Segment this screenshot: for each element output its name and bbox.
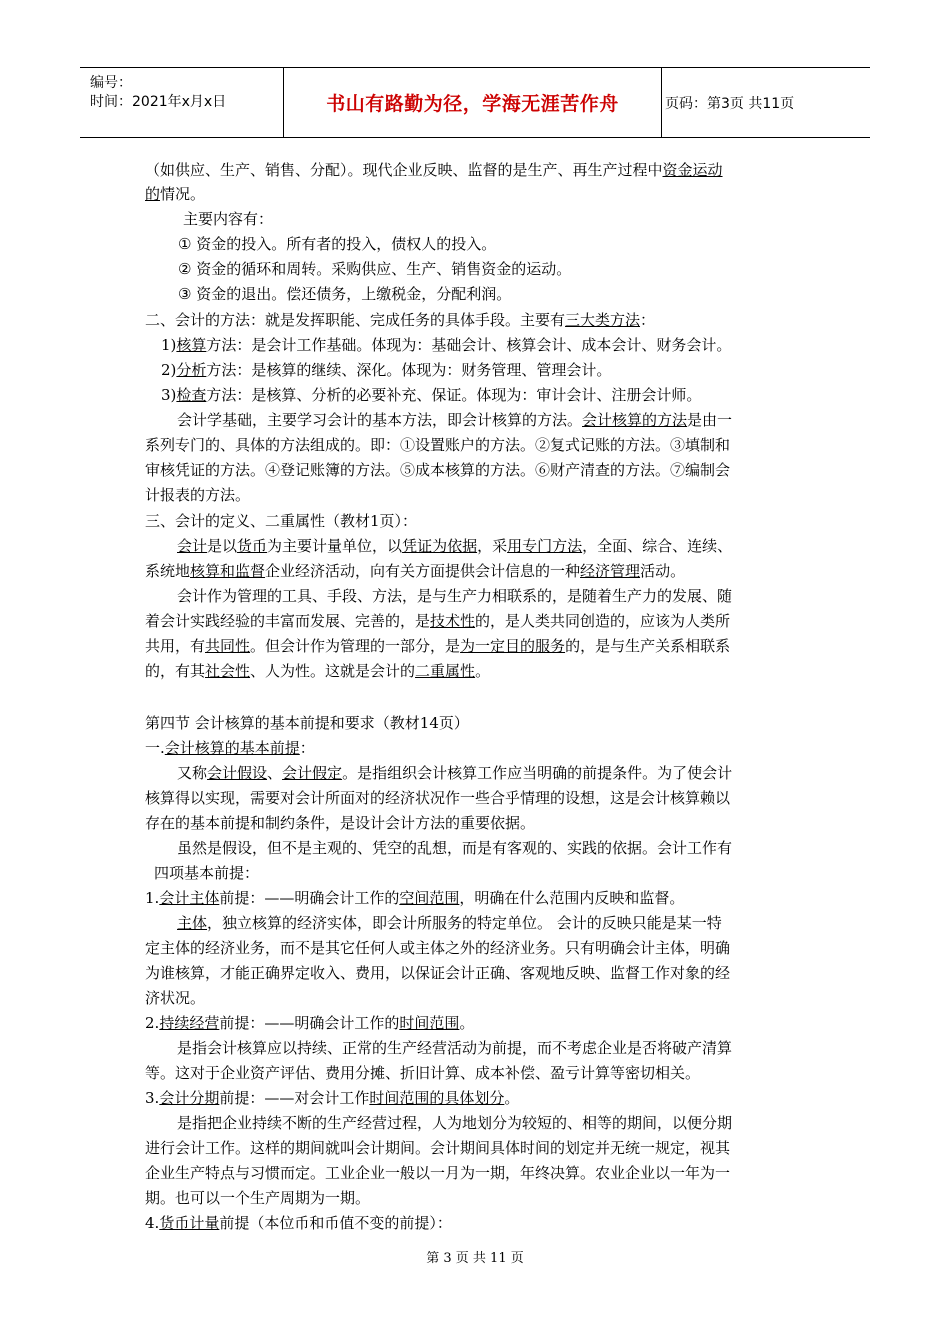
underlined-term: 凭证为依据: [402, 537, 478, 555]
text-run: 着会计实践经验的丰富而发展、完善的，是: [145, 612, 431, 630]
underlined-term: 核算: [176, 336, 207, 354]
underlined-term: 空间范围: [399, 889, 460, 907]
text-line: [161, 385, 701, 405]
text-line: [145, 611, 730, 631]
text-run: 、人为性。这就是会计的: [250, 662, 416, 680]
text-run: 系列专门的、具体的方法组成的。即：①设置账户的方法。②复式记账的方法。③填制和: [145, 436, 731, 454]
underlined-term: 用专门方法: [507, 537, 583, 555]
text-line: [178, 234, 496, 254]
text-run: 计报表的方法。: [145, 486, 251, 504]
text-run: ② 资金的循环和周转。采购供应、生产、销售资金的运动。: [178, 260, 572, 278]
underlined-term: 会计核算的方法: [582, 411, 688, 429]
text-line: [145, 661, 490, 681]
text-run: ，全面、综合、连续、: [582, 537, 733, 555]
text-run: 、: [267, 764, 283, 782]
text-line: [145, 1188, 370, 1208]
underlined-term: 社会性: [205, 662, 251, 680]
text-run: 1.: [145, 889, 160, 907]
text-run: 企业生产特点与习惯而定。工业企业一般以一月为一期，年终决算。农业企业以一年为一: [145, 1164, 731, 1182]
text-run: 为主要计量单位，以: [267, 537, 403, 555]
number-label: 编号：: [90, 75, 132, 91]
text-run: 又称: [177, 764, 208, 782]
text-line: [177, 536, 732, 556]
text-run: 济状况。: [145, 989, 206, 1007]
text-run: 是指会计核算应以持续、正常的生产经营活动为前提，而不考虑企业是否将破产清算: [177, 1039, 733, 1057]
text-run: 3.: [145, 1089, 160, 1107]
text-run: 一.: [145, 739, 165, 757]
text-line: [177, 586, 732, 606]
text-run: 方法：是核算、分析的必要补充、保证。体现为：审计会计、注册会计师。: [206, 386, 702, 404]
text-run: 前提：——明确会计工作的: [219, 889, 400, 907]
text-line: [177, 1113, 732, 1133]
text-run: 是以: [207, 537, 238, 555]
underlined-term: 共同性: [205, 637, 251, 655]
text-line: [145, 485, 250, 505]
underlined-term: 持续经营: [159, 1014, 220, 1032]
underlined-term: 主体: [177, 914, 208, 932]
text-run: 。但会计作为管理的一部分，是: [250, 637, 461, 655]
text-run: 存在的基本前提和制约条件，是设计会计方法的重要依据。: [145, 814, 536, 832]
text-line: [178, 284, 511, 304]
text-line: [145, 738, 315, 758]
text-run: 4.: [145, 1214, 160, 1232]
text-run: 二、会计的方法：就是发挥职能、完成任务的具体手段。主要有: [145, 311, 566, 329]
text-run: 1): [161, 336, 177, 354]
text-line: [178, 259, 571, 279]
text-line: [177, 763, 732, 783]
underlined-term: 会计主体: [159, 889, 220, 907]
text-run: 是由一: [687, 411, 733, 429]
text-line: [183, 209, 273, 229]
underlined-term: 技术性: [430, 612, 476, 630]
text-line: [145, 1063, 700, 1083]
text-run: 系统地: [145, 562, 191, 580]
underlined-term: 为一定目的服务: [460, 637, 566, 655]
text-run: 。: [504, 1089, 520, 1107]
text-line: [177, 1038, 732, 1058]
text-run: 虽然是假设，但不是主观的、凭空的乱想，而是有客观的、实践的依据。会计工作有: [177, 839, 733, 857]
text-line: [177, 410, 732, 430]
text-run: （如供应、生产、销售、分配）。现代企业反映、监督的是生产、再生产过程中: [145, 161, 663, 179]
underlined-term: 二重属性: [415, 662, 476, 680]
text-line: [145, 713, 469, 733]
text-run: 方法：是会计工作基础。体现为：基础会计、核算会计、成本会计、财务会计。: [206, 336, 732, 354]
text-line: [145, 184, 205, 204]
page-footer: 第 3 页 共 11 页: [426, 1251, 524, 1266]
text-run: 3): [161, 386, 177, 404]
underlined-term: 检查: [176, 386, 207, 404]
text-line: [145, 888, 684, 908]
underlined-term: 分析: [176, 361, 207, 379]
text-run: 企业经济活动，向有关方面提供会计信息的一种: [265, 562, 581, 580]
text-line: [145, 160, 723, 180]
text-run: 前提：——对会计工作: [219, 1089, 370, 1107]
header-motto: 书山有路勤为径，学海无涯苦作舟: [326, 93, 619, 115]
text-run: 期。也可以一个生产周期为一期。: [145, 1189, 371, 1207]
text-line: [145, 963, 730, 983]
text-run: 的，有其: [145, 662, 206, 680]
text-run: ：: [299, 739, 315, 757]
text-run: ，采: [477, 537, 508, 555]
header-divider: [283, 68, 284, 137]
text-run: 进行会计工作。这样的期间就叫会计期间。会计期间具体时间的划定并无统一规定，视其: [145, 1139, 731, 1157]
text-run: 主要内容有：: [183, 210, 274, 228]
text-line: [145, 636, 730, 656]
text-run: 是指把企业持续不断的生产经营过程，人为地划分为较短的、相等的期间，以便分期: [177, 1114, 733, 1132]
text-run: 。: [459, 1014, 475, 1032]
text-run: 三、会计的定义、二重属性（教材1页）：: [145, 512, 418, 530]
text-run: 共用，有: [145, 637, 206, 655]
text-run: ③ 资金的退出。偿还债务，上缴税金，分配利润。: [178, 285, 512, 303]
text-line: [145, 1163, 730, 1183]
text-run: ，独立核算的经济实体，即会计所服务的特定单位。 会计的反映只能是某一特: [207, 914, 722, 932]
header-page-number: 页码：第3页 共11页: [665, 95, 795, 112]
text-line: [145, 813, 535, 833]
underlined-term: 经济管理: [580, 562, 641, 580]
text-line: [161, 360, 611, 380]
text-line: [177, 838, 732, 858]
text-line: [145, 460, 730, 480]
underlined-term: 会计假设: [207, 764, 268, 782]
text-line: [145, 310, 655, 330]
header-divider: [661, 68, 662, 137]
text-run: 定主体的经济业务，而不是其它任何人或主体之外的经济业务。只有明确会计主体，明确: [145, 939, 731, 957]
text-run: ，明确在什么范围内反映和监督。: [459, 889, 685, 907]
underlined-term: 会计核算的基本前提: [164, 739, 300, 757]
text-run: 审核凭证的方法。④登记账簿的方法。⑤成本核算的方法。⑥财产清查的方法。⑦编制会: [145, 461, 731, 479]
text-run: 活动。: [640, 562, 686, 580]
text-run: 会计学基础，主要学习会计的基本方法，即会计核算的方法。: [177, 411, 583, 429]
text-run: 四项基本前提：: [154, 864, 260, 882]
header-meta: [90, 74, 226, 112]
text-run: ：: [640, 311, 656, 329]
text-line: [145, 1213, 452, 1233]
text-run: 前提（本位币和币值不变的前提）：: [219, 1214, 452, 1232]
underlined-term: 时间范围的具体划分: [369, 1089, 505, 1107]
text-run: ① 资金的投入。所有者的投入，债权人的投入。: [178, 235, 497, 253]
text-line: [145, 561, 685, 581]
text-line: [145, 1013, 474, 1033]
time-label: 时间：2021年x月x日: [90, 94, 227, 110]
text-line: [145, 1138, 730, 1158]
underlined-term: 货币: [237, 537, 268, 555]
underlined-term: 时间范围: [399, 1014, 460, 1032]
text-run: 第四节 会计核算的基本前提和要求（教材14页）: [145, 714, 469, 732]
underlined-term: 核算和监督: [190, 562, 266, 580]
text-line: [161, 335, 731, 355]
text-line: [145, 988, 205, 1008]
text-run: 方法：是核算的继续、深化。体现为：财务管理、管理会计。: [206, 361, 612, 379]
text-run: 。: [475, 662, 491, 680]
text-run: 的，是与生产关系相联系: [565, 637, 731, 655]
text-run: 2.: [145, 1014, 160, 1032]
text-run: 等。这对于企业资产评估、费用分摊、折旧计算、成本补偿、盈亏计算等密切相关。: [145, 1064, 701, 1082]
text-run: 为谁核算，才能正确界定收入、费用，以保证会计正确、客观地反映、监督工作对象的经: [145, 964, 731, 982]
page-header: [80, 67, 870, 138]
text-run: 的，是人类共同创造的，应该为人类所: [475, 612, 731, 630]
text-run: 前提：——明确会计工作的: [219, 1014, 400, 1032]
text-run: 核算得以实现，需要对会计所面对的经济状况作一些合乎情理的设想，这是会计核算赖以: [145, 789, 731, 807]
underlined-term: 会计分期: [159, 1089, 220, 1107]
text-line: [177, 913, 722, 933]
text-run: 会计作为管理的工具、手段、方法，是与生产力相联系的，是随着生产力的发展、随: [177, 587, 733, 605]
underlined-term: 会计: [177, 537, 208, 555]
text-run: 2): [161, 361, 177, 379]
underlined-term: 的: [145, 185, 161, 203]
underlined-term: 会计假定: [282, 764, 343, 782]
text-line: [145, 511, 417, 531]
underlined-term: 货币计量: [159, 1214, 220, 1232]
text-line: [145, 1088, 519, 1108]
text-line: [145, 788, 730, 808]
underlined-term: 三大类方法: [565, 311, 641, 329]
underlined-term: 资金运动: [662, 161, 723, 179]
text-run: 情况。: [160, 185, 206, 203]
text-line: [154, 863, 259, 883]
text-line: [145, 435, 730, 455]
text-run: 。是指组织会计核算工作应当明确的前提条件。为了使会计: [342, 764, 733, 782]
text-line: [145, 938, 730, 958]
